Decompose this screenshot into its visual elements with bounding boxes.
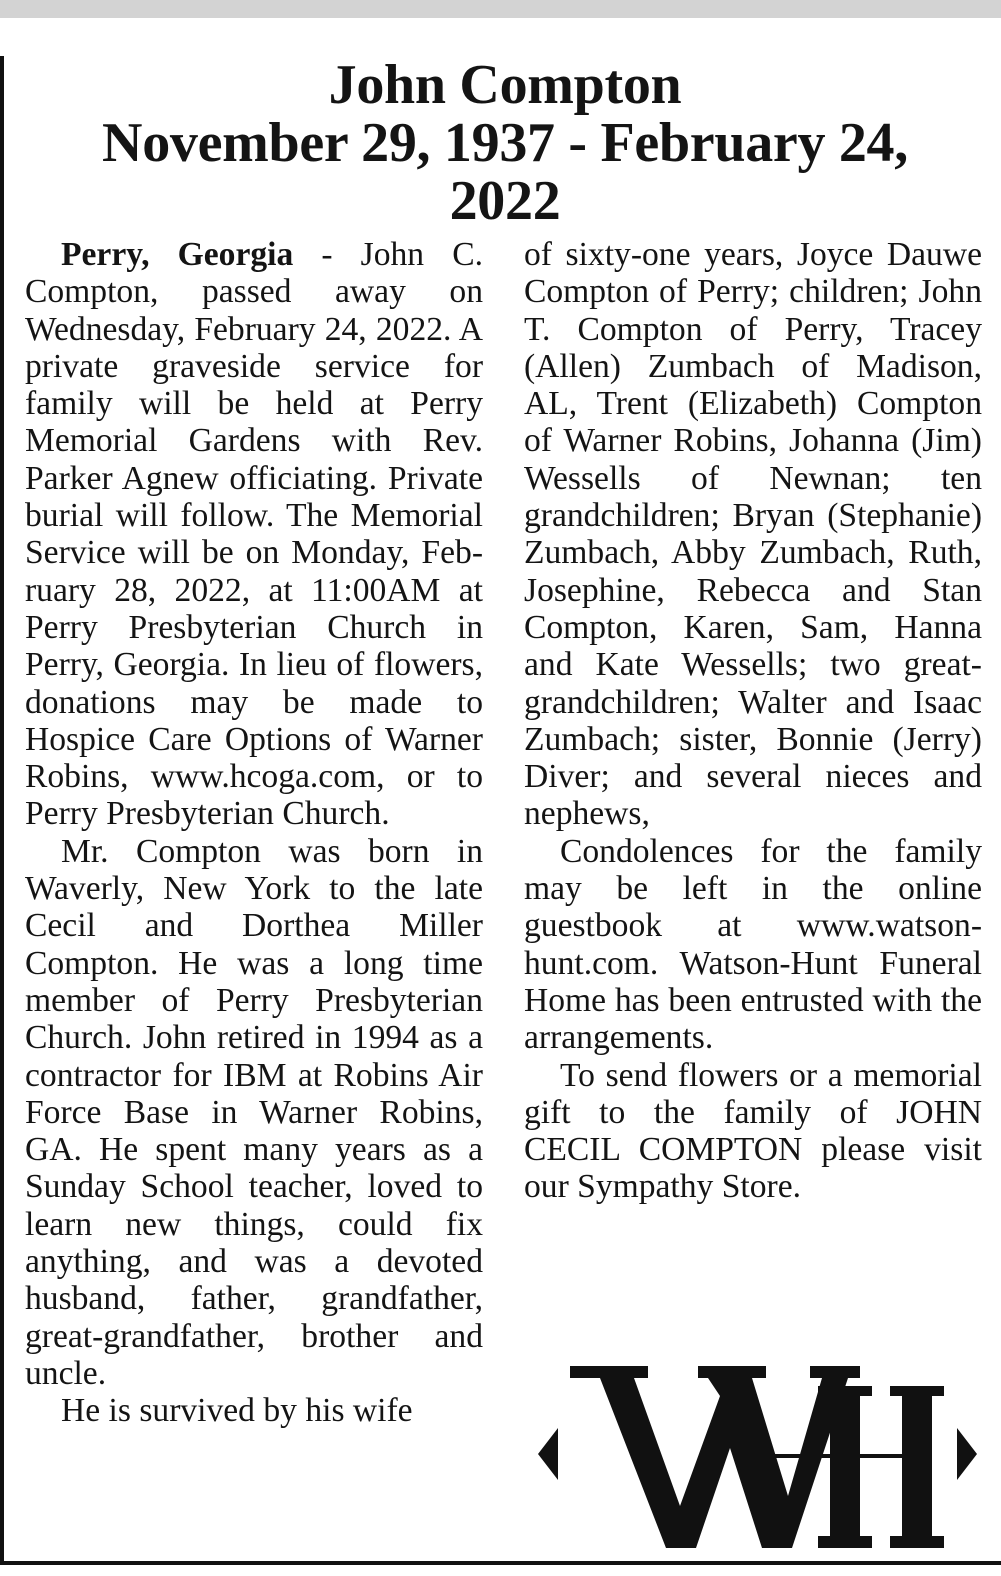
- logo-left-arrow: [538, 1428, 558, 1480]
- headline-name: John Compton: [328, 54, 682, 116]
- watson-hunt-logo: [530, 1356, 985, 1551]
- announcement-text: - John C. Compton, passed away on Wednesday, February 24, 2022. A private graveside service for family will be held at Perry Memorial Gardens with Rev. Parker Agnew officiating. Private burial will follow. The Memorial Service will be on Monday, February 28, 2022, at 11:00AM at Perry Presbyterian Church in Perry, Georgia. In lieu of flowers, donations may be made to Hospice Care Options of Warner Robins, www.hcoga.com, or to Perry Presbyterian Church.: [25, 236, 483, 833]
- paragraph-sympathy-store: To send flowers or a memorial gift to the family of JOHN CECIL COMPTON please visit our Sympathy Store.: [524, 1056, 982, 1206]
- wh-monogram-icon: [530, 1356, 985, 1551]
- logo-letters: WH: [757, 1551, 759, 1552]
- logo-letter-h-serif-br: [890, 1536, 944, 1548]
- logo-letter-h-serif-bl: [818, 1536, 872, 1548]
- logo-letter-h-serif-tl: [818, 1386, 872, 1396]
- logo-letter-h-right: [902, 1394, 932, 1544]
- paragraph-biography: Mr. Compton was born in Waverly, New York to the late Cecil and Dorthea Miller Compton. He was a long time member of Perry Presbyterian Church. John retired in 1994 as a contractor for IBM at Robins Air Force Base in Warner Robins, GA. He spent many years as a Sunday School teacher, loved to learn new things, could fix anything, and was a devoted husband, father, grandfather, great-grandfather, brother and uncle.: [25, 832, 483, 1392]
- paragraph-announcement: [25, 236, 483, 833]
- obituary-headline: [10, 56, 1000, 230]
- paragraph-survivors-continued: of sixty-one years, Joyce Dauwe Compton of Perry; children; John T. Compton of Perry, Tracey (Allen) Zumbach of Madison, AL, Trent (Elizabeth) Compton of Warner Robins, Johanna (Jim) Wessells of Newnan; ten grandchildren; Bryan (Stephanie) Zumbach, Abby Zumbach, Ruth, Josephine, Rebecca and Stan Compton, Karen, Sam, Hanna and Kate Wessells; two great-grandchildren; Walter and Isaac Zumbach; sister, Bonnie (Jerry) Diver; and several nieces and nephews,: [524, 236, 982, 833]
- top-border: [0, 0, 1001, 18]
- left-column-rule: [0, 56, 4, 1564]
- logo-letter-h-serif-tr: [890, 1386, 944, 1396]
- dateline: Perry, Georgia: [61, 236, 294, 273]
- headline-dates-line-2: 2022: [449, 170, 561, 232]
- logo-letter-h-bar: [760, 1454, 910, 1458]
- bottom-rule: [0, 1561, 1001, 1565]
- logo-letter-h-left: [830, 1394, 860, 1544]
- right-text-column: [524, 236, 982, 1206]
- headline-dates-line-1: November 29, 1937 - February 24,: [102, 112, 908, 174]
- paragraph-survivors-start: He is survived by his wife: [61, 1392, 413, 1430]
- logo-right-arrow: [957, 1428, 977, 1480]
- paragraph-condolences: Condolences for the family may be left in the online guestbook at www.watson-hunt.com. Watson-Hunt Funeral Home has been entrusted with the arrangements.: [524, 832, 982, 1057]
- left-text-column: [25, 236, 483, 1430]
